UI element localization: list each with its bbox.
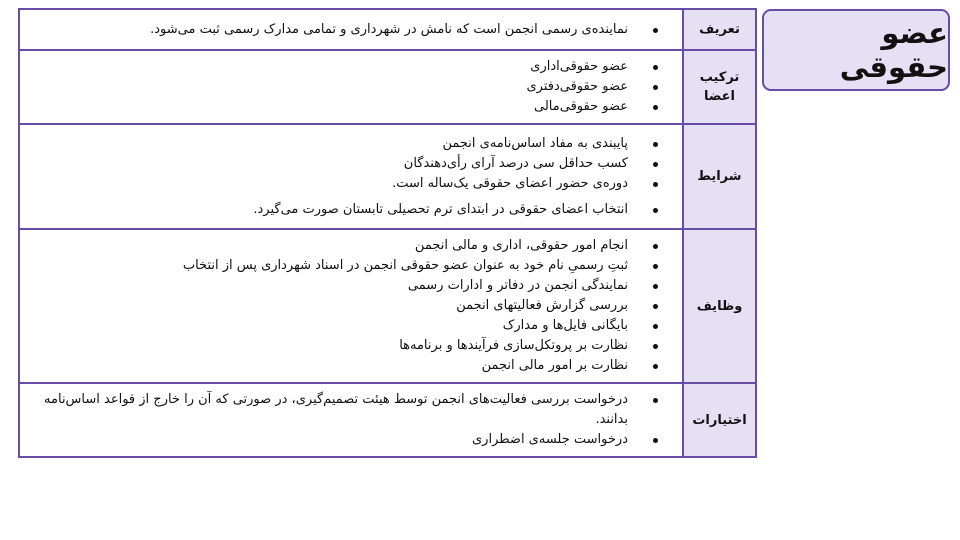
list-item: انتخاب اعضای حقوقی در ابتدای ترم تحصیلی تابستان صورت می‌گیرد. (34, 200, 682, 220)
list-item: انجام امور حقوقی، اداری و مالی انجمن (34, 236, 682, 256)
bullet-icon (653, 364, 658, 369)
list-item: دوره‌ی حضور اعضای حقوقی یک‌ساله است. (34, 174, 682, 194)
list-item: نظارت بر پروتکل‌سازی فرآیندها و برنامه‌ها (34, 336, 682, 356)
list-item: عضو حقوقی‌دفتری (34, 77, 682, 97)
bullet-icon (653, 65, 658, 70)
list-item: بررسی گزارش فعالیتهای انجمن (34, 296, 682, 316)
row-content (19, 383, 683, 457)
bullet-icon (653, 162, 658, 167)
info-table (18, 8, 757, 458)
bullet-icon (653, 398, 658, 403)
row-header: اختیارات (683, 383, 756, 457)
list-item: نمایندگی انجمن در دفاتر و ادارات رسمی (34, 276, 682, 296)
row-header: تعریف (683, 9, 756, 50)
bullet-icon (653, 244, 658, 249)
list-item: ثبتِ رسمیِ نام خود به عنوان عضو حقوقی انجمن در اسناد شهرداری پس از انتخاب (34, 256, 682, 276)
row-content (19, 124, 683, 229)
list-item: نظارت بر امور مالی انجمن (34, 356, 682, 376)
bullet-icon (653, 105, 658, 110)
bullet-icon (653, 304, 658, 309)
bullet-icon (653, 344, 658, 349)
list-item: بایگانی فایل‌ها و مدارک (34, 316, 682, 336)
row-header: وظایف (683, 229, 756, 383)
row-content (19, 229, 683, 383)
bullet-icon (653, 182, 658, 187)
bullet-icon (653, 142, 658, 147)
list-item: نماینده‌ی رسمی انجمن است که نامش در شهرداری و تمامی مدارک رسمی ثبت می‌شود. (34, 20, 682, 40)
list-item: درخواست بررسی فعالیت‌های انجمن توسط هیئت تصمیم‌گیری، در صورتی که آن را خارج از قواعد اساس‌نامه بدانند. (34, 390, 682, 430)
page-title: عضو حقوقی (839, 16, 948, 84)
row-header: شرایط (683, 124, 756, 229)
list-item: عضو حقوقی‌اداری (34, 57, 682, 77)
bullet-icon (653, 284, 658, 289)
bullet-icon (653, 28, 658, 33)
bullet-icon (653, 324, 658, 329)
row-definition (19, 9, 756, 50)
row-duties (19, 229, 756, 383)
row-header: ترکیب اعضا (683, 50, 756, 124)
bullet-icon (653, 85, 658, 90)
bullet-icon (653, 264, 658, 269)
list-item: عضو حقوقی‌مالی (34, 97, 682, 117)
row-content (19, 50, 683, 124)
row-composition (19, 50, 756, 124)
list-item: پایبندی به مفاد اساس‌نامه‌ی انجمن (34, 134, 682, 154)
bullet-icon (653, 208, 658, 213)
list-item: درخواست جلسه‌ی اضطراری (34, 430, 682, 450)
list-item: کسب حداقل سی درصد آرای رأی‌دهندگان (34, 154, 682, 174)
bullet-icon (653, 438, 658, 443)
title-box (762, 9, 950, 91)
row-content (19, 9, 683, 50)
row-conditions (19, 124, 756, 229)
row-authorities (19, 383, 756, 457)
